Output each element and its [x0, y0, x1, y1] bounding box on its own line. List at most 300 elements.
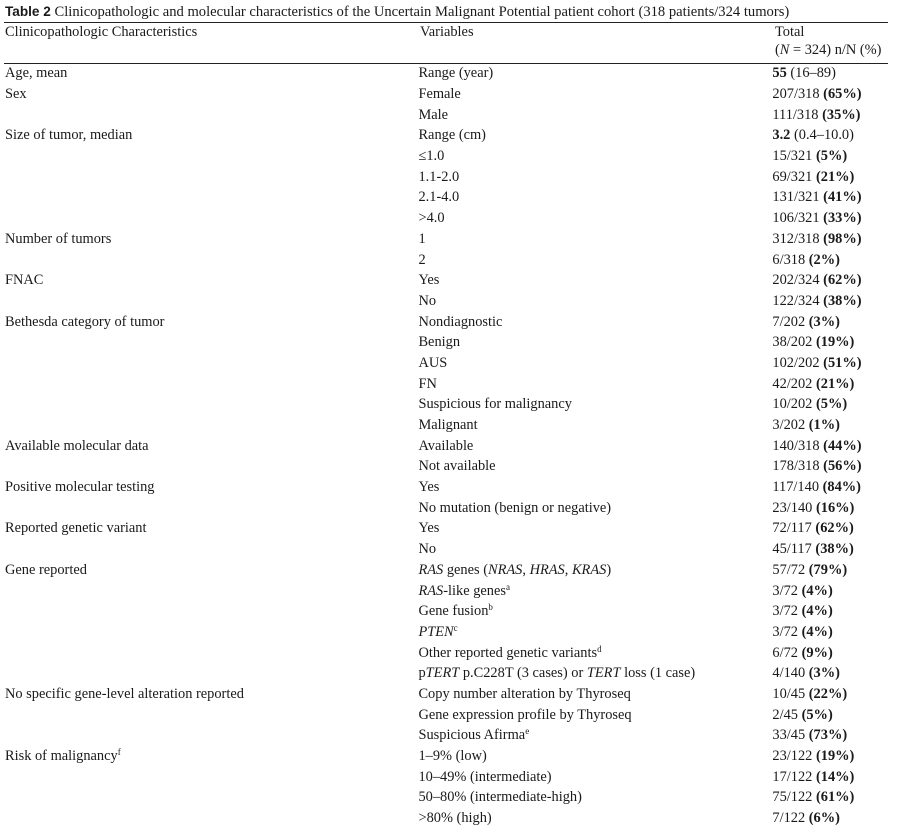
variable-text: ,: [564, 561, 572, 578]
characteristic-cell: [4, 353, 418, 374]
variable-text: loss (1 case): [620, 665, 696, 682]
total-cell: [769, 373, 888, 394]
variable-cell: [418, 63, 769, 84]
variable-cell: [418, 477, 769, 498]
total-cell: [769, 518, 888, 539]
total-cell: [769, 229, 888, 250]
variable-text: No: [418, 541, 437, 558]
characteristic-cell: [4, 808, 418, 829]
table-row: [4, 725, 888, 746]
characteristic-cell: [4, 104, 418, 125]
total-cell: [769, 394, 888, 415]
header-variables: Variables: [420, 24, 474, 40]
variable-cell: [418, 187, 769, 208]
variable-cell: [418, 229, 769, 250]
variable-cell: [418, 725, 769, 746]
variable-cell: [418, 208, 769, 229]
percent-value: (5%): [815, 396, 848, 413]
variable-cell: [418, 622, 769, 643]
percent-value: (19%): [815, 334, 855, 351]
count-value: 3.2: [772, 127, 791, 144]
variable-text: Suspicious for malignancy: [418, 396, 572, 413]
total-cell: [769, 704, 888, 725]
total-cell: [769, 146, 888, 167]
percent-value: (5%): [815, 148, 848, 165]
percent-value: (38%): [815, 541, 854, 558]
characteristic-cell: [4, 373, 418, 394]
variable-cell: [418, 84, 769, 105]
variable-cell: [418, 435, 769, 456]
characteristic-cell: [4, 580, 418, 601]
table-caption: [5, 3, 885, 21]
count-value: 23/122: [772, 748, 816, 765]
characteristic-cell: [4, 249, 418, 270]
characteristic-cell: [4, 229, 418, 250]
characteristic-label: Risk of malignancy: [5, 748, 118, 765]
characteristic-label: Reported genetic variant: [5, 520, 147, 537]
characteristic-cell: [4, 477, 418, 498]
variable-text: HRAS: [529, 561, 565, 578]
count-value: 57/72: [772, 561, 809, 578]
variable-cell: [418, 808, 769, 829]
table-row: [4, 518, 888, 539]
variable-cell: [418, 373, 769, 394]
characteristic-cell: [4, 704, 418, 725]
characteristic-label: Age, mean: [5, 65, 68, 82]
characteristic-cell: [4, 187, 418, 208]
variable-text: No mutation (benign or negative): [418, 499, 612, 516]
total-cell: [769, 353, 888, 374]
table-row: [4, 208, 888, 229]
variable-text: Not available: [418, 458, 496, 475]
variable-text: Yes: [418, 520, 440, 537]
characteristic-cell: [4, 601, 418, 622]
variable-text: 50–80% (intermediate-high): [418, 789, 582, 806]
count-value: 102/202: [772, 354, 824, 371]
table-row: [4, 166, 888, 187]
characteristic-cell: [4, 394, 418, 415]
characteristic-cell: [4, 684, 418, 705]
footnote-marker: a: [505, 581, 510, 592]
total-cell: [769, 84, 888, 105]
count-value: 202/324: [772, 272, 824, 289]
count-value: 7/122: [772, 810, 809, 827]
footnote-marker: e: [525, 726, 530, 737]
table-row: [4, 187, 888, 208]
variable-cell: [418, 580, 769, 601]
total-cell: [769, 539, 888, 560]
header-n-rest: = 324) n/N (%): [789, 42, 882, 58]
variable-cell: [418, 518, 769, 539]
variable-cell: [418, 642, 769, 663]
characteristic-cell: [4, 435, 418, 456]
count-value: 38/202: [772, 334, 816, 351]
percent-value: (1%): [808, 417, 840, 434]
total-cell: [769, 125, 888, 146]
total-cell: [769, 787, 888, 808]
variable-cell: [418, 332, 769, 353]
variable-text: Female: [418, 86, 461, 103]
count-value: 72/117: [772, 520, 816, 537]
count-value: 140/318: [772, 437, 824, 454]
total-cell: [769, 622, 888, 643]
variable-cell: [418, 353, 769, 374]
variable-text: 1–9% (low): [418, 748, 487, 765]
percent-value: (16–89): [786, 65, 836, 82]
variable-cell: [418, 601, 769, 622]
header-total-n: [775, 41, 881, 59]
characteristic-cell: [4, 518, 418, 539]
table-row: [4, 146, 888, 167]
variable-text: p.C228T (3 cases) or: [459, 665, 587, 682]
table-row: [4, 353, 888, 374]
total-cell: [769, 435, 888, 456]
table-caption-text: Clinicopathologic and molecular characteristics of the Uncertain Malignant Potential patient cohort (318 patients/324 tumors): [54, 4, 790, 20]
characteristic-cell: [4, 539, 418, 560]
count-value: 33/45: [772, 727, 809, 744]
variable-text: Copy number alteration by Thyroseq: [418, 685, 631, 702]
variable-text: >4.0: [418, 210, 445, 227]
total-cell: [769, 560, 888, 581]
variable-text: No: [418, 292, 437, 309]
count-value: 312/318: [772, 230, 824, 247]
header-n-symbol: N: [779, 42, 790, 58]
characteristic-cell: [4, 663, 418, 684]
total-cell: [769, 808, 888, 829]
count-value: 6/72: [772, 644, 802, 661]
characteristic-cell: [4, 766, 418, 787]
count-value: 23/140: [772, 499, 816, 516]
total-cell: [769, 291, 888, 312]
total-cell: [769, 663, 888, 684]
percent-value: (22%): [808, 685, 848, 702]
header-total: Total: [775, 24, 805, 40]
table-row: [4, 435, 888, 456]
variable-text: 1: [418, 230, 426, 247]
variable-text: Range (year): [418, 65, 494, 82]
characteristic-cell: [4, 311, 418, 332]
variable-text: >80% (high): [418, 810, 492, 827]
variable-text: -like genes: [443, 582, 506, 599]
total-cell: [769, 332, 888, 353]
total-cell: [769, 477, 888, 498]
table-body: [4, 63, 888, 828]
variable-text: 2: [418, 251, 426, 268]
variable-text: Yes: [418, 272, 440, 289]
variable-text: genes (: [443, 561, 488, 578]
table-row: [4, 477, 888, 498]
percent-value: (79%): [808, 561, 848, 578]
percent-value: (35%): [822, 106, 861, 123]
total-cell: [769, 311, 888, 332]
variable-text: AUS: [418, 354, 448, 371]
variable-cell: [418, 291, 769, 312]
percent-value: (3%): [808, 665, 840, 682]
table-row: [4, 249, 888, 270]
count-value: 3/72: [772, 603, 802, 620]
total-cell: [769, 208, 888, 229]
characteristic-cell: [4, 746, 418, 767]
percent-value: (16%): [815, 499, 855, 516]
footnote-marker: b: [488, 602, 493, 613]
table-row: [4, 311, 888, 332]
table-row: [4, 746, 888, 767]
percent-value: (62%): [823, 272, 862, 289]
table-row: [4, 497, 888, 518]
variable-text: 2.1-4.0: [418, 189, 460, 206]
table-row: [4, 684, 888, 705]
characteristics-table: [4, 63, 888, 828]
percent-value: (56%): [823, 458, 862, 475]
percent-value: (2%): [808, 251, 840, 268]
variable-text: Malignant: [418, 417, 478, 434]
variable-cell: [418, 415, 769, 436]
count-value: 4/140: [772, 665, 809, 682]
percent-value: (33%): [823, 210, 862, 227]
table-row: [4, 539, 888, 560]
variable-cell: [418, 311, 769, 332]
characteristic-label: Gene reported: [5, 561, 87, 578]
total-cell: [769, 63, 888, 84]
count-value: 106/321: [772, 210, 824, 227]
percent-value: (38%): [823, 292, 862, 309]
variable-cell: [418, 270, 769, 291]
total-cell: [769, 456, 888, 477]
total-cell: [769, 166, 888, 187]
total-cell: [769, 249, 888, 270]
count-value: 3/202: [772, 417, 809, 434]
percent-value: (0.4–10.0): [790, 127, 854, 144]
footnote-marker: c: [453, 622, 458, 633]
count-value: 42/202: [772, 375, 816, 392]
characteristic-label: Sex: [5, 86, 27, 103]
variable-cell: [418, 456, 769, 477]
header-characteristics: Clinicopathologic Characteristics: [5, 24, 198, 40]
count-value: 207/318: [772, 86, 824, 103]
percent-value: (65%): [823, 86, 862, 103]
table-row: [4, 704, 888, 725]
table-row: [4, 808, 888, 829]
variable-cell: [418, 766, 769, 787]
percent-value: (98%): [823, 230, 862, 247]
variable-text: ,: [522, 561, 530, 578]
characteristic-label: Bethesda category of tumor: [5, 313, 165, 330]
percent-value: (4%): [801, 603, 833, 620]
variable-text: Available: [418, 437, 474, 454]
variable-cell: [418, 394, 769, 415]
variable-text: Suspicious Afirma: [418, 727, 526, 744]
count-value: 117/140: [772, 479, 823, 496]
table-row: [4, 642, 888, 663]
percent-value: (3%): [808, 313, 840, 330]
variable-text: ≤1.0: [418, 148, 445, 165]
variable-text: TERT: [586, 665, 621, 682]
footnote-marker: d: [597, 643, 602, 654]
variable-cell: [418, 166, 769, 187]
table-row: [4, 373, 888, 394]
total-cell: [769, 187, 888, 208]
variable-cell: [418, 497, 769, 518]
table-row: [4, 332, 888, 353]
total-cell: [769, 746, 888, 767]
variable-text: Male: [418, 106, 449, 123]
percent-value: (44%): [823, 437, 862, 454]
variable-text: NRAS: [488, 561, 523, 578]
characteristic-label: No specific gene-level alteration reported: [5, 685, 244, 702]
variable-cell: [418, 684, 769, 705]
variable-text: Nondiagnostic: [418, 313, 503, 330]
count-value: 3/72: [772, 582, 802, 599]
characteristic-cell: [4, 787, 418, 808]
characteristic-cell: [4, 166, 418, 187]
variable-text: Other reported genetic variants: [418, 644, 598, 661]
table-row: [4, 104, 888, 125]
percent-value: (61%): [815, 789, 855, 806]
count-value: 6/318: [772, 251, 809, 268]
count-value: 111/318: [772, 106, 823, 123]
variable-text: Gene expression profile by Thyroseq: [418, 706, 632, 723]
variable-text: PTEN: [418, 623, 454, 640]
characteristic-cell: [4, 63, 418, 84]
percent-value: (21%): [815, 168, 855, 185]
total-cell: [769, 642, 888, 663]
variable-text: Range (cm): [418, 127, 486, 144]
variable-text: 10–49% (intermediate): [418, 768, 552, 785]
variable-cell: [418, 704, 769, 725]
variable-text: ): [606, 561, 612, 578]
table-row: [4, 394, 888, 415]
characteristic-cell: [4, 84, 418, 105]
variable-text: TERT: [425, 665, 460, 682]
variable-cell: [418, 249, 769, 270]
characteristic-cell: [4, 497, 418, 518]
count-value: 75/122: [772, 789, 816, 806]
characteristic-cell: [4, 291, 418, 312]
table-row: [4, 787, 888, 808]
total-cell: [769, 104, 888, 125]
variable-text: RAS: [418, 561, 444, 578]
variable-cell: [418, 560, 769, 581]
total-cell: [769, 497, 888, 518]
percent-value: (4%): [801, 582, 833, 599]
variable-text: Benign: [418, 334, 461, 351]
variable-text: FN: [418, 375, 437, 392]
characteristic-label: Positive molecular testing: [5, 479, 155, 496]
variable-text: p: [418, 665, 426, 682]
table-row: [4, 580, 888, 601]
percent-value: (41%): [823, 189, 862, 206]
variable-cell: [418, 787, 769, 808]
characteristic-label: FNAC: [5, 272, 44, 289]
table-row: [4, 415, 888, 436]
percent-value: (62%): [815, 520, 854, 537]
table-row: [4, 601, 888, 622]
table-row: [4, 560, 888, 581]
table-row: [4, 270, 888, 291]
variable-text: Yes: [418, 479, 440, 496]
percent-value: (6%): [808, 810, 840, 827]
variable-text: RAS: [418, 582, 444, 599]
percent-value: (9%): [801, 644, 833, 661]
characteristic-cell: [4, 456, 418, 477]
characteristic-cell: [4, 125, 418, 146]
count-value: 7/202: [772, 313, 809, 330]
table-row: [4, 84, 888, 105]
total-cell: [769, 684, 888, 705]
characteristic-cell: [4, 415, 418, 436]
table-row: [4, 663, 888, 684]
total-cell: [769, 415, 888, 436]
count-value: 2/45: [772, 706, 802, 723]
variable-cell: [418, 146, 769, 167]
percent-value: (4%): [801, 623, 833, 640]
percent-value: (51%): [823, 354, 862, 371]
variable-cell: [418, 125, 769, 146]
percent-value: (14%): [815, 768, 855, 785]
percent-value: (5%): [801, 706, 833, 723]
percent-value: (73%): [808, 727, 848, 744]
characteristic-cell: [4, 332, 418, 353]
table-row: [4, 291, 888, 312]
percent-value: (19%): [815, 748, 855, 765]
footnote-marker: f: [117, 747, 121, 758]
header-paren: (: [775, 42, 780, 58]
variable-cell: [418, 746, 769, 767]
count-value: 3/72: [772, 623, 802, 640]
count-value: 69/321: [772, 168, 816, 185]
total-cell: [769, 601, 888, 622]
variable-cell: [418, 539, 769, 560]
variable-text: 1.1-2.0: [418, 168, 460, 185]
table-number: Table 2: [5, 4, 51, 19]
count-value: 10/202: [772, 396, 816, 413]
characteristic-cell: [4, 642, 418, 663]
percent-value: (21%): [815, 375, 855, 392]
variable-text: Gene fusion: [418, 603, 489, 620]
characteristic-cell: [4, 208, 418, 229]
count-value: 131/321: [772, 189, 824, 206]
table-row: [4, 63, 888, 84]
characteristic-label: Available molecular data: [5, 437, 149, 454]
table-row: [4, 456, 888, 477]
total-cell: [769, 766, 888, 787]
characteristic-cell: [4, 622, 418, 643]
characteristic-cell: [4, 560, 418, 581]
percent-value: (84%): [822, 479, 861, 496]
count-value: 122/324: [772, 292, 824, 309]
count-value: 45/117: [772, 541, 816, 558]
count-value: 17/122: [772, 768, 816, 785]
characteristic-cell: [4, 725, 418, 746]
table-row: [4, 622, 888, 643]
table-row: [4, 229, 888, 250]
count-value: 178/318: [772, 458, 824, 475]
characteristic-label: Size of tumor, median: [5, 127, 133, 144]
characteristic-label: Number of tumors: [5, 230, 112, 247]
characteristic-cell: [4, 146, 418, 167]
total-cell: [769, 725, 888, 746]
count-value: 10/45: [772, 685, 809, 702]
table-row: [4, 125, 888, 146]
variable-cell: [418, 104, 769, 125]
total-cell: [769, 270, 888, 291]
characteristic-cell: [4, 270, 418, 291]
table-row: [4, 766, 888, 787]
count-value: 55: [772, 65, 787, 82]
total-cell: [769, 580, 888, 601]
count-value: 15/321: [772, 148, 816, 165]
variable-cell: [418, 663, 769, 684]
